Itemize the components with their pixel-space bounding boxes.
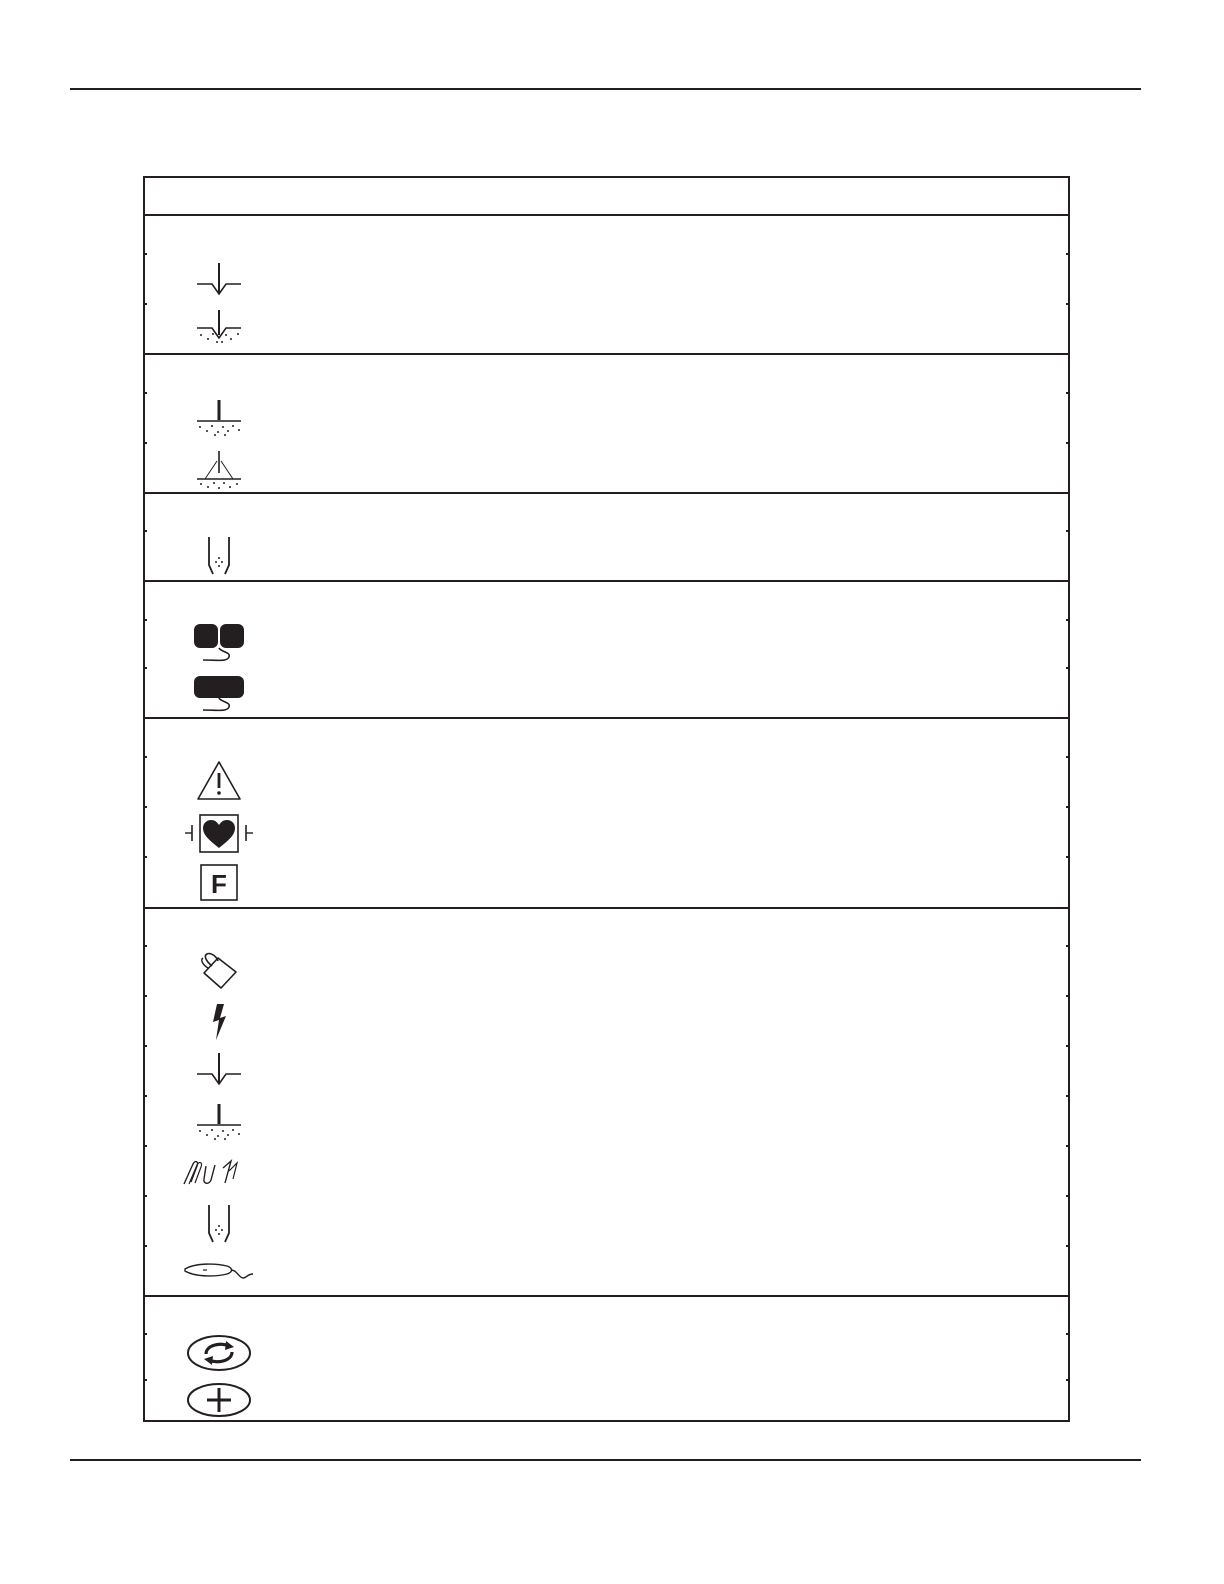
section-divider <box>145 1295 1068 1297</box>
row-tick <box>1066 303 1068 305</box>
footer-rule <box>70 1459 1141 1461</box>
section-divider <box>145 492 1068 494</box>
row-tick <box>145 1095 147 1097</box>
split-return-electrode-icon <box>181 621 257 665</box>
row-tick <box>145 392 147 394</box>
row-tick <box>145 253 147 255</box>
row-tick <box>145 995 147 997</box>
row-tick <box>145 1245 147 1247</box>
row-tick <box>1066 619 1068 621</box>
defibrillation-proof-cf-icon <box>181 810 257 856</box>
row-tick <box>145 303 147 305</box>
handpiece-icon <box>181 1153 257 1195</box>
row-tick <box>1066 945 1068 947</box>
row-tick <box>145 1333 147 1335</box>
recall-cycle-icon <box>181 1332 257 1374</box>
row-tick <box>1066 667 1068 669</box>
table-header-divider <box>145 214 1068 216</box>
row-tick <box>1066 253 1068 255</box>
symbol-table <box>143 176 1070 1422</box>
row-tick <box>1066 1145 1068 1147</box>
row-tick <box>145 1195 147 1197</box>
solid-return-electrode-icon <box>181 673 257 717</box>
section-divider <box>145 353 1068 355</box>
plus-icon <box>181 1380 257 1420</box>
pin-electrode-icon <box>181 1050 257 1094</box>
row-tick <box>1066 756 1068 758</box>
section-divider <box>145 580 1068 582</box>
row-tick <box>145 619 147 621</box>
row-tick <box>145 806 147 808</box>
floating-output-icon <box>181 862 257 904</box>
row-tick <box>145 530 147 532</box>
svg-text:F: F <box>211 869 227 899</box>
row-tick <box>145 667 147 669</box>
row-tick <box>145 945 147 947</box>
row-tick <box>145 756 147 758</box>
bipolar-forceps-icon <box>181 1201 257 1245</box>
row-tick <box>1066 1333 1068 1335</box>
row-tick <box>1066 530 1068 532</box>
row-tick <box>1066 856 1068 858</box>
warning-triangle-icon <box>181 758 257 804</box>
row-tick <box>1066 1095 1068 1097</box>
section-divider <box>145 907 1068 909</box>
row-tick <box>145 1379 147 1381</box>
row-tick <box>1066 442 1068 444</box>
high-voltage-icon <box>181 1000 257 1046</box>
row-tick <box>145 1045 147 1047</box>
row-tick <box>1066 806 1068 808</box>
row-tick <box>1066 392 1068 394</box>
bipolar-forceps-icon <box>181 533 257 577</box>
blade-tissue-icon <box>181 1101 257 1145</box>
spray-tissue-icon <box>181 449 257 491</box>
blade-tissue-icon <box>181 397 257 439</box>
row-tick <box>1066 1379 1068 1381</box>
row-tick <box>1066 995 1068 997</box>
row-tick <box>1066 1195 1068 1197</box>
pin-electrode-tissue-icon <box>181 308 257 348</box>
row-tick <box>145 1145 147 1147</box>
section-divider <box>145 717 1068 719</box>
electrode-cable-icon <box>181 1253 257 1289</box>
row-tick <box>145 442 147 444</box>
pin-electrode-icon <box>181 260 257 300</box>
header-rule <box>70 88 1141 90</box>
row-tick <box>1066 1045 1068 1047</box>
row-tick <box>1066 1245 1068 1247</box>
foot-pedal-icon <box>181 948 257 994</box>
row-tick <box>145 856 147 858</box>
